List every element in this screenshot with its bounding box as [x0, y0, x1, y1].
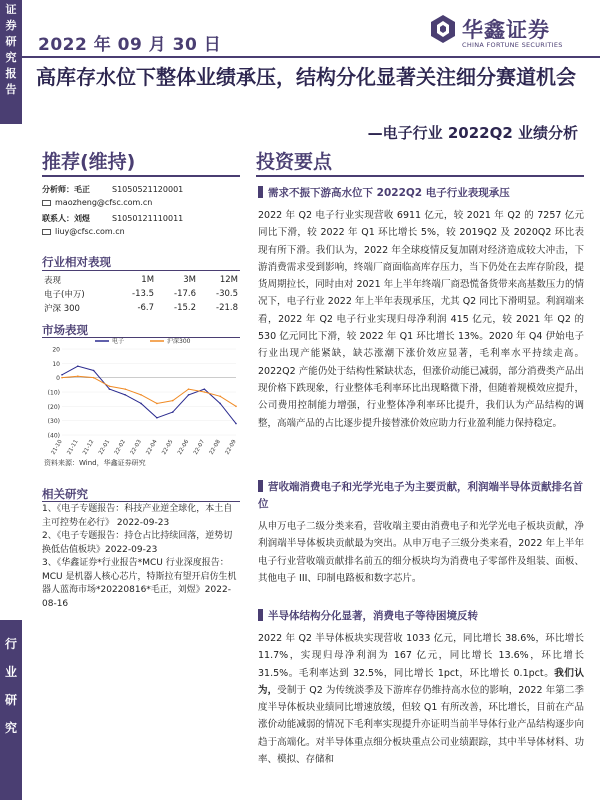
data-point [204, 388, 206, 390]
company-logo [430, 12, 580, 52]
list-item[interactable]: 3、《华鑫证券*行业报告*MCU 行业深度报告：MCU 是机器人核心芯片，特斯拉有望开启仿生机器人蓝海市场*20220816*毛正，刘煜》2022-08-16 [42, 558, 237, 609]
y-tick-label: 20 [52, 346, 60, 354]
table-row [42, 287, 240, 301]
data-point [61, 377, 63, 379]
logo-mark-icon [430, 14, 456, 44]
data-point [124, 394, 126, 396]
y-tick-label: 0 [56, 375, 60, 383]
table-cell: -6.7 [137, 303, 155, 313]
section-paragraph-2: 从申万电子二级分类来看，营收端主要由消费电子和光学光电子板块贡献，净利润端半导体板块贡献最为突出。从申万电子三级分类来看，2022 年上半年电子行业营收端贡献排名前五的细分板块均为消费电子零部件及组装、面板、其他电子 III、印制电路板和数字芯片。 [258, 521, 584, 584]
data-point [93, 377, 95, 379]
x-tick-label: 22-09 [224, 439, 238, 456]
list-item[interactable]: 1、《电子专题报告：科技产业逆全球化，本土自主可控势在必行》 2022-09-23 [42, 504, 233, 528]
data-point [156, 403, 158, 405]
email-icon [42, 229, 51, 235]
paragraph-text: 受制于 Q2 为传统淡季及下游库存仍维持高水位的影响，2022 年第二季度半导体板块业绩同比增速放缓，但较 Q1 有所改善，环比增长，目前在产品涨价动能减弱的情况下毛利率实现提升亦证明当前半导体行业产品结构逐步向趋于高端化。对半导体重点细分板块重点公司业绩跟踪，其中半导体材料、功率、模拟、存储和 [258, 684, 584, 766]
data-point [188, 394, 190, 396]
table-cell: -15.2 [174, 303, 196, 313]
section-heading-text: 营收端消费电子和光学光电子为主要贡献，利润端半导体贡献排名首位 [258, 481, 583, 510]
x-tick-label: 22-07 [192, 439, 207, 456]
table-cell: -21.8 [216, 303, 238, 313]
header-cell: 3M [183, 275, 196, 285]
table-cell: 电子(申万) [44, 290, 85, 300]
related-research-list [42, 503, 240, 611]
section-paragraph-3 [258, 630, 584, 800]
section-heading-1 [258, 185, 583, 202]
market-heading: 市场表现 [42, 323, 88, 337]
data-point [77, 375, 79, 377]
x-tick-label: 22-01 [97, 439, 112, 456]
data-point [140, 403, 142, 405]
data-point [109, 388, 111, 390]
performance-table [42, 273, 240, 315]
legend-label: 沪深300 [167, 338, 191, 345]
x-tick-label: 21-12 [82, 439, 96, 456]
data-point [109, 385, 111, 387]
x-tick-label: 22-05 [161, 439, 175, 456]
section-heading-3 [258, 608, 583, 625]
data-point [77, 365, 79, 367]
data-point [124, 388, 126, 390]
x-tick-label: 22-03 [129, 439, 143, 456]
data-point [204, 391, 206, 393]
data-point [61, 374, 63, 376]
y-tick-label: 10 [52, 360, 60, 368]
header-cell: 1M [141, 275, 155, 285]
header-cell: 表现 [44, 276, 62, 286]
list-item[interactable]: 2、《电子专题报告：持仓占比持续回落，逆势切换低估值板块》2022-09-23 [42, 531, 233, 555]
series-line-1 [62, 376, 236, 406]
paragraph-emphasis: 我们认为， [258, 667, 584, 696]
table-cell: 沪深 300 [44, 304, 80, 314]
table-cell: -30.5 [216, 289, 238, 299]
performance-divider [42, 270, 240, 271]
series-line-0 [62, 366, 236, 423]
x-tick-label: 22-08 [208, 439, 222, 456]
table-cell: -17.6 [174, 289, 196, 299]
analyst-email[interactable]: maozheng@cfsc.com.cn [55, 197, 153, 207]
analyst-block [42, 184, 238, 238]
contact-name: 联系人：刘煜 [42, 214, 90, 223]
data-point [156, 417, 158, 419]
legend-label: 电子 [112, 338, 125, 345]
market-chart [40, 335, 240, 465]
y-tick-label: (10) [47, 389, 60, 397]
data-point [235, 406, 237, 408]
section-heading-text: 需求不振下游高水位下 2022Q2 电子行业表现承压 [268, 187, 510, 199]
bullet-square-icon [258, 480, 263, 492]
section-heading-2 [258, 479, 583, 513]
data-point [219, 403, 221, 405]
x-tick-label: 22-06 [177, 439, 191, 456]
performance-heading: 行业相对表现 [42, 255, 111, 269]
main-divider [256, 175, 584, 177]
report-title: 高库存水位下整体业绩承压，结构分化显著关注细分赛道机会 [36, 65, 576, 89]
rating-heading: 推荐(维持) [42, 151, 136, 173]
bullet-square-icon [258, 186, 263, 198]
analyst-name: 分析师：毛正 [42, 185, 90, 194]
y-tick-label: (40) [47, 432, 60, 440]
x-tick-label: 22-04 [145, 439, 159, 456]
data-point [188, 388, 190, 390]
research-heading: 相关研究 [42, 487, 88, 501]
side-banner-category: 行 业 研 究 [0, 620, 22, 800]
logo-english-name: CHINA FORTUNE SECURITIES [462, 41, 563, 49]
bullet-square-icon [258, 609, 263, 621]
x-tick-label: 21-10 [50, 439, 64, 456]
data-point [172, 411, 174, 413]
data-point [172, 400, 174, 402]
table-row [42, 301, 240, 315]
contact-email[interactable]: liuy@cfsc.com.cn [55, 226, 125, 236]
table-cell: -13.5 [132, 289, 155, 299]
rating-divider [42, 175, 240, 177]
data-point [93, 370, 95, 372]
report-subtitle: —电子行业 2022Q2 业绩分析 [367, 124, 578, 142]
main-heading: 投资要点 [256, 151, 333, 173]
paragraph-text: 2022 年 Q2 半导体板块实现营收 1033 亿元，同比增长 38.6%，环比增长 11.7%，实现归母净利润为 167 亿元，同比增长 13.6%，环比增长 31.5%。毛利率达到 32.5%，同比增长 1pct，环比增长 0.1pct。 [258, 633, 584, 679]
y-tick-label: (30) [47, 418, 60, 426]
data-point [140, 394, 142, 396]
x-tick-label: 22-02 [113, 439, 128, 456]
research-divider [42, 501, 240, 502]
side-banner-report-type: 证 券 研 究 报 告 [0, 0, 22, 124]
data-point [219, 396, 221, 398]
chart-source: 资料来源：Wind，华鑫证券研究 [44, 459, 146, 467]
email-icon [42, 200, 51, 206]
table-header-row [42, 273, 240, 287]
section-paragraph-1: 2022 年 Q2 电子行业实现营收 6911 亿元，较 2021 年 Q2 的 7257 亿元同比下滑，较 2022 年 Q1 环比增长 5%，较 2019Q2 及 2020Q2 环比表现有所下滑。我们认为，2022 年全球疫情反复加剧对经济造成较大冲击，下游消费需求受到影响，终端厂商面临高库存压力，当下仍处在去库存阶段，提货周期拉长，同时由对 2021 年上半年终端厂商恐慌备货带来高基数压力的情况下，电子行业 2022 年上半年表现承压，尤其 Q2 同比下滑明显。利润端来看，2022 年 Q2 电子行业实现归母净利润 415 亿元，较 2021 年 Q2 的 530 亿元同比下滑，较 2022 年 Q1 环比增长 13%。2020 年 Q4 伊始电子行业出现产能紧缺，缺芯涨潮下涨价效应显著，毛利率水平持续走高。2022Q2 产能仍处于结构性紧缺状态，但涨价动能已减弱，部分消费类产品出现价格下跌现象，行业整体毛利率环比出现略微下滑，但随着规模效应提升，公司费用控制能力增强，行业整体净利率环比提升，我们认为产品结构的调整，高端产品的占比逐步提升接替涨价效应助力行业盈利能力保持稳定。 [258, 210, 584, 429]
header-divider [22, 56, 600, 58]
analyst-id: S1050521120001 [112, 185, 184, 194]
section-heading-text: 半导体结构分化显著，消费电子等待困境反转 [268, 610, 478, 622]
header-cell: 12M [219, 275, 238, 285]
data-point [235, 423, 237, 425]
contact-id: S1050121110011 [112, 214, 184, 223]
y-tick-label: (20) [47, 403, 60, 411]
report-date: 2022 年 09 月 30 日 [38, 35, 222, 55]
x-tick-label: 21-11 [66, 439, 80, 456]
logo-chinese-name: 华鑫证券 [462, 18, 550, 42]
